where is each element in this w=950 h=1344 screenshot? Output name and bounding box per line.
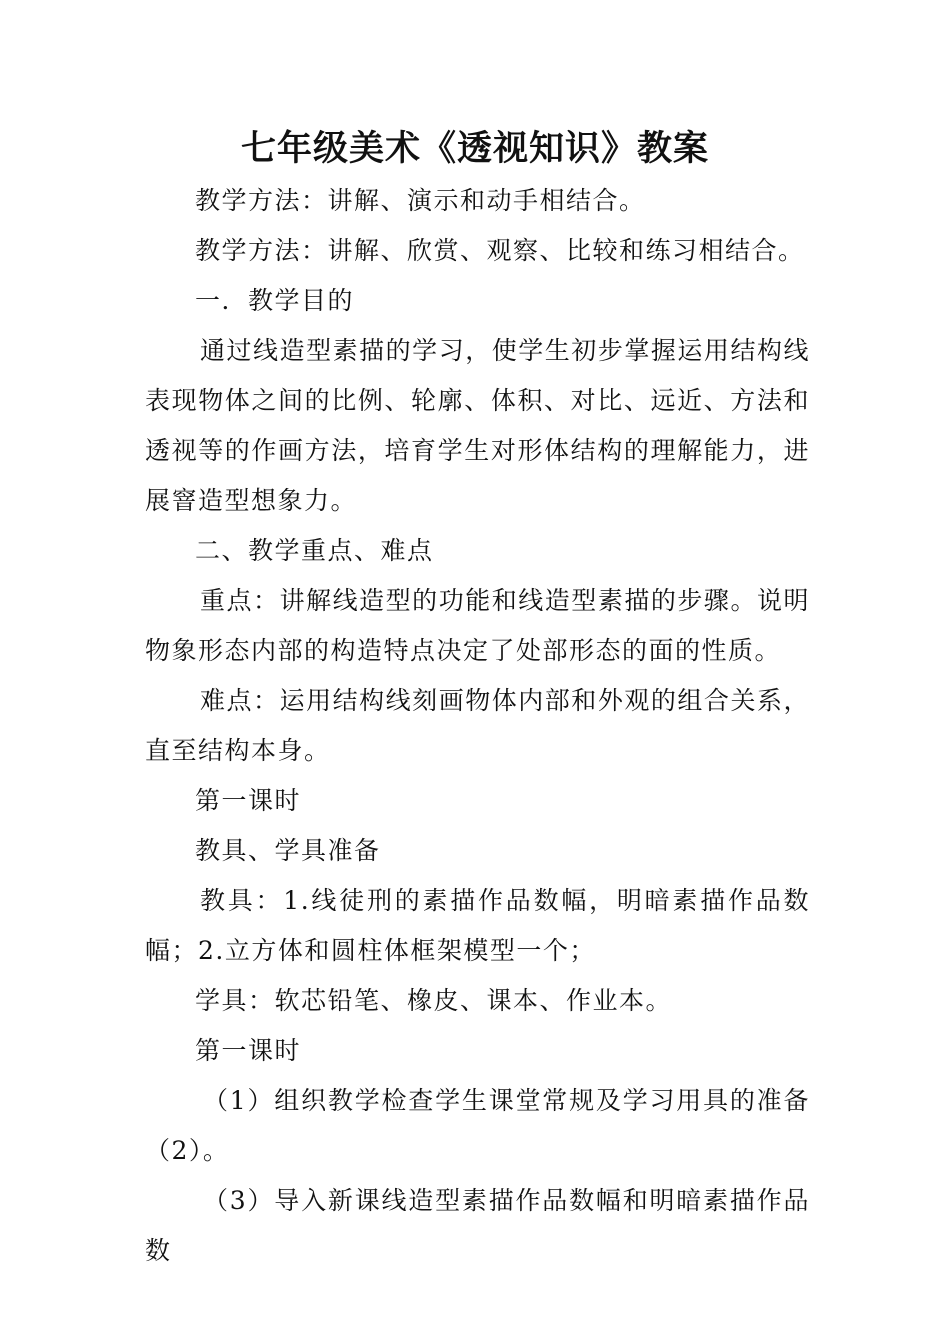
paragraph-key-point: 重点：讲解线造型的功能和线造型素描的步骤。说明物象形态内部的构造特点决定了处部形态的面的性质。: [145, 586, 810, 665]
heading-key-points: 二、教学重点、难点: [195, 536, 434, 565]
heading-teaching-aids: 教具、学具准备: [195, 836, 381, 865]
paragraph-step-3: （3）导入新课线造型素描作品数幅和明暗素描作品数: [145, 1186, 810, 1265]
heading-first-lesson: 第一课时: [195, 786, 302, 815]
paragraph-difficult-point: 难点：运用结构线刻画物体内部和外观的组合关系，直至结构本身。: [145, 686, 810, 765]
heading-teaching-goal: 一．教学目的: [195, 286, 355, 315]
heading-first-lesson-2: 第一课时: [195, 1036, 302, 1065]
paragraph-teaching-method-1: 教学方法：讲解、演示和动手相结合。: [195, 186, 646, 215]
paragraph-teacher-aids: 教具：1.线徒刑的素描作品数幅，明暗素描作品数幅；2.立方体和圆柱体框架模型一个；: [145, 886, 810, 965]
document-body: [145, 176, 810, 1276]
paragraph-step-1: （1）组织教学检查学生课堂常规及学习用具的准备（2）。: [145, 1086, 810, 1165]
document-title: 七年级美术《透视知识》教案: [240, 129, 709, 169]
paragraph-teaching-goal: 通过线造型素描的学习，使学生初步掌握运用结构线表现物体之间的比例、轮廓、体积、对比、远近、方法和透视等的作画方法，培育学生对形体结构的理解能力，进展窨造型想象力。: [145, 336, 810, 515]
paragraph-student-aids: 学具：软芯铅笔、橡皮、课本、作业本。: [195, 986, 673, 1015]
paragraph-teaching-method-2: 教学方法：讲解、欣赏、观察、比较和练习相结合。: [195, 236, 805, 265]
